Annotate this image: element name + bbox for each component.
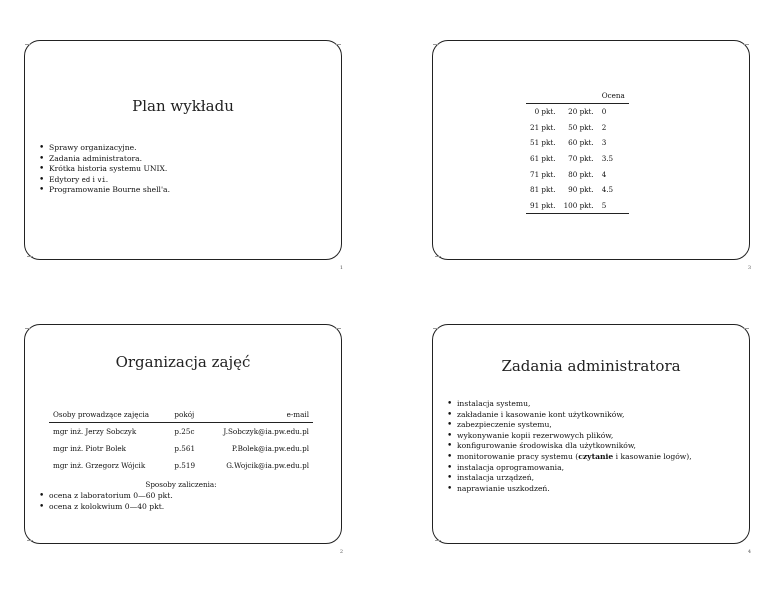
list-item: • Krótka historia systemu UNIX. bbox=[39, 164, 170, 175]
corner-mark bbox=[433, 328, 439, 329]
slide-admin-tasks bbox=[432, 324, 751, 555]
slide-grading bbox=[432, 40, 751, 271]
agenda-list bbox=[39, 143, 170, 196]
list-item: • instalacja urządzeń, bbox=[447, 473, 692, 484]
staff-table bbox=[49, 407, 313, 493]
table-header-row bbox=[526, 89, 629, 104]
list-item: • instalacja oprogramowania, bbox=[447, 463, 692, 474]
page-number: 1 bbox=[339, 265, 343, 271]
corner-mark bbox=[335, 44, 341, 45]
slide-title: Plan wykładu bbox=[132, 97, 234, 115]
table-row: 51 pkt. 60 pkt. 3 bbox=[530, 138, 607, 148]
list-item: • zabezpieczenie systemu, bbox=[447, 420, 692, 431]
table-row: 0 pkt. 20 pkt. 0 bbox=[534, 107, 607, 117]
slide-title: Zadania administratora bbox=[501, 357, 681, 375]
table-row: 21 pkt. 50 pkt. 2 bbox=[530, 122, 607, 132]
table-row: 71 pkt. 80 pkt. 4 bbox=[530, 169, 607, 179]
table-row: 91 pkt. 100 pkt. 5 bbox=[526, 198, 629, 214]
list-item: • Edytory ed i vi. bbox=[39, 175, 170, 186]
table-row: 61 pkt. 70 pkt. 3.5 bbox=[530, 154, 614, 164]
table-row: mgr inż. Jerzy Sobczyk p.25c J.Sobczyk@ia.pw.edu.pl bbox=[53, 427, 309, 436]
corner-mark bbox=[743, 328, 749, 329]
list-item: • ocena z kolokwium 0—40 pkt. bbox=[39, 502, 173, 513]
list-item: • monitorowanie pracy systemu (czytanie i kasowanie logów), bbox=[447, 452, 692, 463]
credit-title: Sposoby zaliczenia: bbox=[145, 480, 217, 489]
column-header: pokój bbox=[174, 410, 195, 419]
page-number: 4 bbox=[747, 549, 751, 555]
table-row: mgr inż. Piotr Bolek p.561 P.Bolek@ia.pw.edu.pl bbox=[53, 444, 309, 453]
corner-mark bbox=[27, 540, 33, 541]
column-header: Ocena bbox=[601, 91, 625, 100]
corner-mark bbox=[25, 44, 31, 45]
grading-table bbox=[526, 89, 629, 214]
corner-mark bbox=[27, 256, 33, 257]
list-item: • zakładanie i kasowanie kont użytkowników, bbox=[447, 410, 692, 421]
admin-task-list bbox=[447, 399, 692, 494]
list-item: • Sprawy organizacyjne. bbox=[39, 143, 170, 154]
list-item: • ocena z laboratorium 0—60 pkt. bbox=[39, 491, 173, 502]
column-header: Osoby prowadzące zajęcia bbox=[53, 410, 150, 419]
corner-mark bbox=[25, 328, 31, 329]
slide-organization bbox=[24, 324, 343, 555]
corner-mark bbox=[433, 44, 439, 45]
slide-title: Organizacja zajęć bbox=[115, 353, 251, 371]
credit-list bbox=[39, 491, 173, 512]
table-row: 81 pkt. 90 pkt. 4.5 bbox=[530, 185, 614, 195]
page-number: 2 bbox=[339, 549, 343, 555]
list-item: • naprawianie uszkodzeń. bbox=[447, 484, 692, 495]
list-item: • wykonywanie kopii rezerwowych plików, bbox=[447, 431, 692, 442]
list-item: • konfigurowanie środowiska dla użytkowników, bbox=[447, 441, 692, 452]
table-header-row bbox=[49, 407, 313, 423]
list-item: • instalacja systemu, bbox=[447, 399, 692, 410]
corner-mark bbox=[435, 256, 441, 257]
slide-plan bbox=[24, 40, 343, 271]
corner-mark bbox=[435, 540, 441, 541]
list-item: • Programowanie Bourne shell'a. bbox=[39, 185, 170, 196]
list-item: • Zadania administratora. bbox=[39, 154, 170, 165]
corner-mark bbox=[335, 328, 341, 329]
column-header: e-mail bbox=[286, 410, 309, 419]
page-number: 3 bbox=[747, 265, 751, 271]
corner-mark bbox=[743, 44, 749, 45]
table-row: mgr inż. Grzegorz Wójcik p.519 G.Wojcik@ia.pw.edu.pl bbox=[53, 461, 309, 470]
